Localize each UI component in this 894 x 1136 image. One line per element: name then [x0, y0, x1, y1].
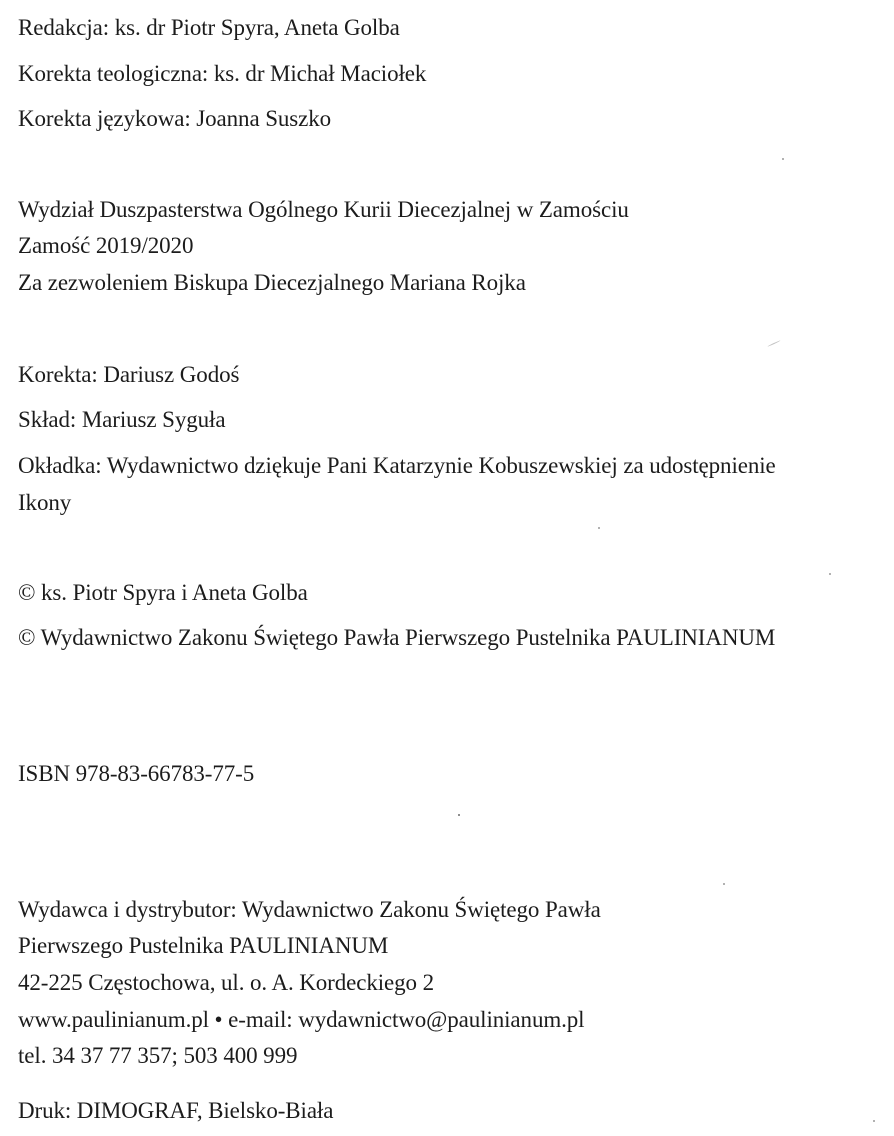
language-proofreading-line: Korekta językowa: Joanna Suszko: [18, 106, 332, 131]
cover-credit-line-continued: Ikony: [18, 490, 72, 515]
imprimatur-line: Za zezwoleniem Biskupa Diecezjalnego Mariana Rojka: [18, 270, 526, 295]
scan-speck: [829, 573, 831, 575]
copyright-authors-line: © ks. Piotr Spyra i Aneta Golba: [18, 580, 308, 605]
scan-speck: [767, 340, 780, 347]
theological-proofreading-line: Korekta teologiczna: ks. dr Michał Maciołek: [18, 61, 427, 86]
distributor-line: Wydawca i dystrybutor: Wydawnictwo Zakonu Świętego Pawła: [18, 897, 601, 922]
printer-line: Druk: DIMOGRAF, Bielsko-Biała: [18, 1098, 334, 1123]
copyright-publisher-line: © Wydawnictwo Zakonu Świętego Pawła Pierwszego Pustelnika PAULINIANUM: [18, 625, 776, 650]
scan-speck: [458, 814, 460, 816]
typesetting-line: Skład: Mariusz Syguła: [18, 407, 226, 432]
address-line: 42-225 Częstochowa, ul. o. A. Kordeckiego 2: [18, 970, 435, 995]
scan-speck: [723, 883, 725, 885]
department-line: Wydział Duszpasterstwa Ogólnego Kurii Diecezjalnej w Zamościu: [18, 197, 629, 222]
place-year-line: Zamość 2019/2020: [18, 233, 194, 258]
cover-credit-line: Okładka: Wydawnictwo dziękuje Pani Katarzynie Kobuszewskiej za udostępnienie: [18, 453, 776, 478]
scan-speck: [873, 1120, 875, 1122]
scan-speck: [782, 158, 784, 160]
editors-line: Redakcja: ks. dr Piotr Spyra, Aneta Golba: [18, 15, 400, 40]
isbn-line: ISBN 978-83-66783-77-5: [18, 761, 255, 786]
proofreading-line: Korekta: Dariusz Godoś: [18, 362, 240, 387]
phone-line: tel. 34 37 77 357; 503 400 999: [18, 1043, 298, 1068]
website-email-line: www.paulinianum.pl • e-mail: wydawnictwo@paulinianum.pl: [18, 1007, 585, 1032]
scan-speck: [598, 527, 600, 529]
distributor-name-line: Pierwszego Pustelnika PAULINIANUM: [18, 933, 389, 958]
